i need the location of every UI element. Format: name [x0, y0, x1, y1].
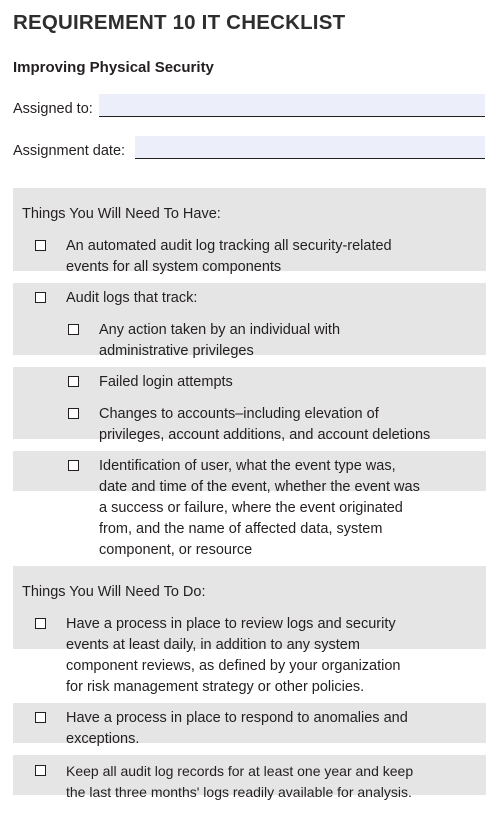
have-sub2-checkbox[interactable] — [68, 376, 79, 387]
page-title: REQUIREMENT 10 IT CHECKLIST — [13, 11, 346, 34]
have-sub1-text: Any action taken by an individual with administrative privileges — [99, 322, 341, 359]
do-item2-text: Have a process in place to respond to anomalies and exceptions. — [66, 710, 408, 747]
have-sub3-text: Changes to accounts–including elevation of privileges, account additions, and account deletions — [99, 406, 431, 443]
assignment-date-field[interactable] — [135, 136, 485, 159]
have-sub2-text: Failed login attempts — [99, 374, 233, 390]
have-sub3-checkbox[interactable] — [68, 408, 79, 419]
do-item3-text: Keep all audit log records for at least one year and keep the last three months' logs readily available for analysis. — [66, 763, 414, 800]
have-sub4-text: Identification of user, what the event type was, date and time of the event, whether the event was a success or failure, where the event originated from, and the name of affected data, system component, or resource — [99, 458, 420, 558]
have-sub1-checkbox[interactable] — [68, 324, 79, 335]
assigned-to-field[interactable] — [99, 94, 485, 117]
assigned-to-label: Assigned to: — [13, 101, 93, 117]
do-item1-text: Have a process in place to review logs and security events at least daily, in addition to any system component reviews, as defined by your organization for risk management strategy or other policies. — [66, 616, 401, 695]
have-item2-checkbox[interactable] — [35, 292, 46, 303]
do-item1-checkbox[interactable] — [35, 618, 46, 629]
have-item1-checkbox[interactable] — [35, 240, 46, 251]
do-section-heading: Things You Will Need To Do: — [22, 584, 206, 600]
do-item2-checkbox[interactable] — [35, 712, 46, 723]
have-sub4-checkbox[interactable] — [68, 460, 79, 471]
have-section-heading: Things You Will Need To Have: — [22, 206, 221, 222]
have-item2-text: Audit logs that track: — [66, 290, 198, 306]
do-item3-checkbox[interactable] — [35, 765, 46, 776]
page-subtitle: Improving Physical Security — [13, 59, 214, 76]
have-item1-text: An automated audit log tracking all security-related events for all system components — [66, 238, 392, 275]
assignment-date-label: Assignment date: — [13, 143, 126, 159]
